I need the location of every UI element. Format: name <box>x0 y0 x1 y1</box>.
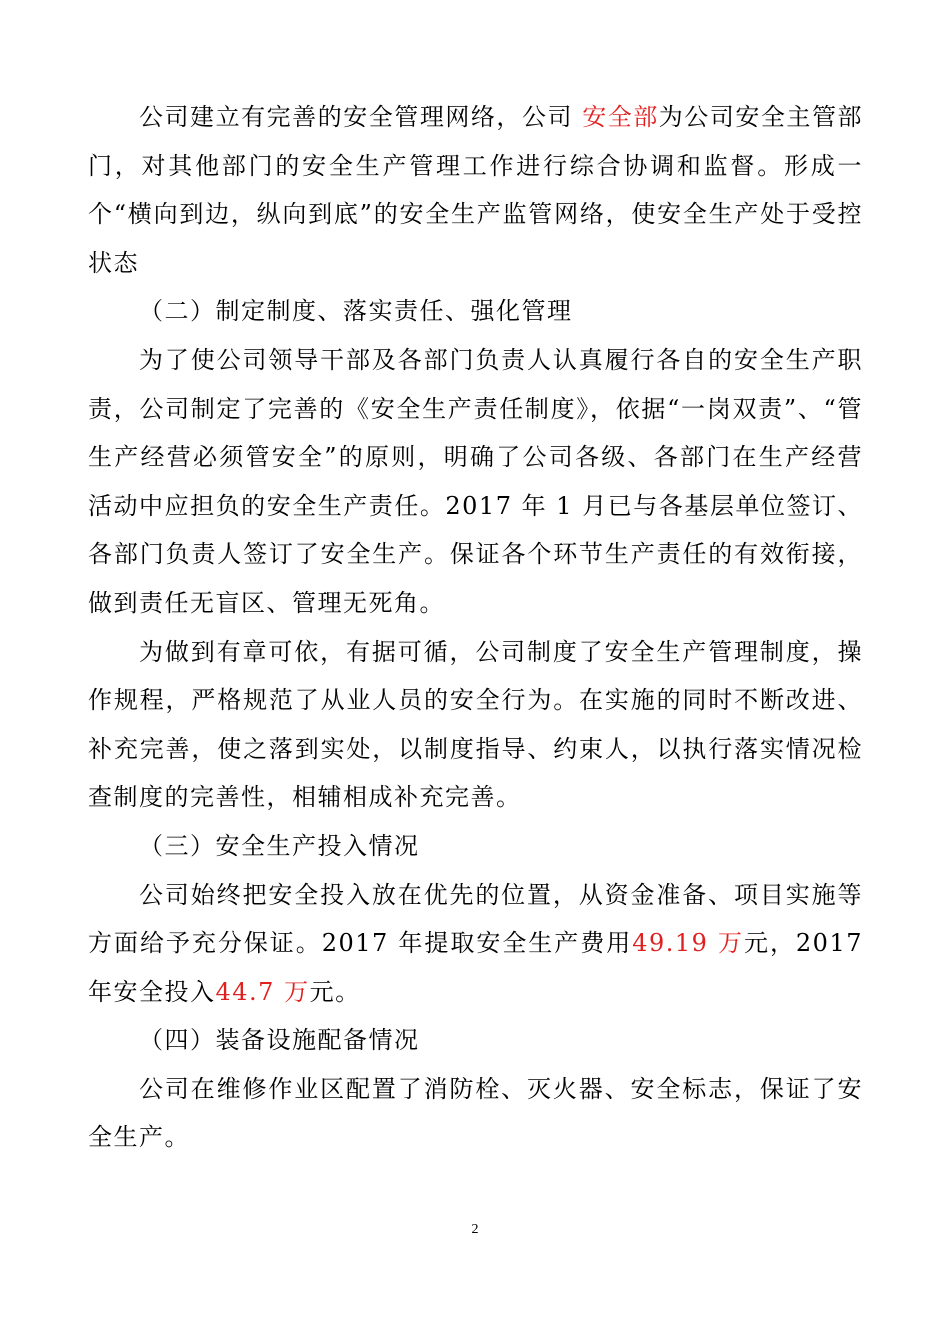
paragraph-text: 公司建立有完善的安全管理网络，公司 <box>139 103 583 131</box>
highlighted-department: 安全部 <box>582 103 659 131</box>
section-heading-3: （三）安全生产投入情况 <box>139 831 420 860</box>
highlighted-amount: 49.19 万 <box>632 929 744 958</box>
paragraph-text: 元，2017 年安全投入 <box>88 929 863 1006</box>
paragraph-text: 公司始终把安全投入放在优先的位置，从资金准备、项目实施等方面给予充分保证。2017 年提取安全生产费用 <box>88 880 863 958</box>
paragraph-equipment: 公司在维修作业区配置了消防栓、灭火器、安全标志，保证了安全生产。 <box>88 1074 863 1152</box>
section-heading-4: （四）装备设施配备情况 <box>139 1026 420 1055</box>
paragraph-investment <box>88 871 863 1017</box>
paragraph-text: 元。 <box>309 977 361 1006</box>
paragraph-responsibility: 为了使公司领导干部及各部门负责人认真履行各自的安全生产职责，公司制定了完善的《安全生产责任制度》，依据“一岗双责”、“管生产经营必须管安全”的原则，明确了公司各级、各部门在生产经营活动中应担负的安全生产责任。2017 年 1 月已与各基层单位签订、各部门负责人签订了安全生产。保证各个环节生产责任的有效衔接，做到责任无盲区、管理无死角。 <box>88 345 863 617</box>
document-body <box>88 93 863 1162</box>
highlighted-amount: 44.7 万 <box>215 977 310 1006</box>
paragraph-text: 为公司安全主管部门，对其他部门的安全生产管理工作进行综合协调和监督。形成一个“横向到边，纵向到底”的安全生产监管网络，使安全生产处于受控状态 <box>88 103 863 277</box>
paragraph-regulations: 为做到有章可依，有据可循，公司制度了安全生产管理制度，操作规程，严格规范了从业人员的安全行为。在实施的同时不断改进、补充完善，使之落到实处，以制度指导、约束人，以执行落实情况检查制度的完善性，相辅相成补充完善。 <box>88 637 863 812</box>
paragraph-safety-network <box>88 93 863 287</box>
section-heading-2: （二）制定制度、落实责任、强化管理 <box>139 297 573 326</box>
page-number: 2 <box>471 1222 479 1237</box>
